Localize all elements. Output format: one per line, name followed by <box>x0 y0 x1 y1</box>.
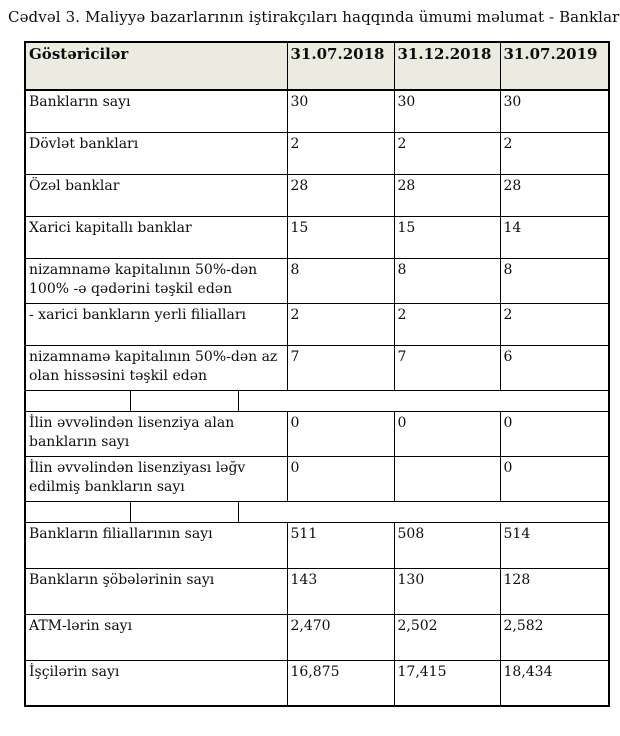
row-label: - xarici bankların yerli filialları <box>25 303 287 345</box>
table-row <box>25 90 609 132</box>
table-row <box>25 522 609 568</box>
cell-value: 2 <box>287 132 394 174</box>
header-row <box>25 42 609 90</box>
page-title: Cədvəl 3. Maliyyə bazarlarının iştirakçıları haqqında ümumi məlumat - Banklar <box>8 8 620 26</box>
cell-value: 30 <box>287 90 394 132</box>
cell-value: 28 <box>394 174 500 216</box>
row-label: Özəl banklar <box>25 174 287 216</box>
cell-value: 15 <box>394 216 500 258</box>
table-row <box>25 345 609 390</box>
cell-value: 514 <box>500 522 609 568</box>
cell-value: 28 <box>287 174 394 216</box>
cell-value: 2 <box>500 132 609 174</box>
row-label: Xarici kapitallı banklar <box>25 216 287 258</box>
cell-value: 2,582 <box>500 614 609 660</box>
cell-value: 2,470 <box>287 614 394 660</box>
row-label: Bankların şöbələrinin sayı <box>25 568 287 614</box>
row-label: İlin əvvəlindən lisenziya alan bankların sayı <box>25 411 287 456</box>
cell-value: 8 <box>394 258 500 303</box>
column-header-date-3: 31.07.2019 <box>500 42 609 90</box>
spacer-dividers <box>26 391 608 411</box>
cell-value: 8 <box>500 258 609 303</box>
spacer-row <box>25 390 609 411</box>
row-label: İlin əvvəlindən lisenziyası ləğv edilmiş bankların sayı <box>25 456 287 501</box>
cell-value: 14 <box>500 216 609 258</box>
cell-value: 0 <box>287 411 394 456</box>
table-row <box>25 174 609 216</box>
cell-value: 2 <box>287 303 394 345</box>
row-label: nizamnamə kapitalının 50%-dən az olan hissəsini təşkil edən <box>25 345 287 390</box>
table-row <box>25 216 609 258</box>
cell-value: 30 <box>500 90 609 132</box>
cell-value: 8 <box>287 258 394 303</box>
cell-value: 508 <box>394 522 500 568</box>
spacer-cell <box>25 390 609 411</box>
banks-table <box>24 41 610 707</box>
cell-value: 0 <box>394 411 500 456</box>
cell-value: 0 <box>500 411 609 456</box>
cell-value: 2 <box>394 303 500 345</box>
cell-value: 0 <box>287 456 394 501</box>
table-row <box>25 568 609 614</box>
cell-value: 128 <box>500 568 609 614</box>
cell-value: 28 <box>500 174 609 216</box>
table-row <box>25 660 609 706</box>
spacer-dividers <box>26 502 608 522</box>
cell-value: 7 <box>394 345 500 390</box>
cell-value <box>394 456 500 501</box>
cell-value: 7 <box>287 345 394 390</box>
cell-value: 2 <box>500 303 609 345</box>
row-label: nizamnamə kapitalının 50%-dən 100% -ə qədərini təşkil edən <box>25 258 287 303</box>
column-header-date-1: 31.07.2018 <box>287 42 394 90</box>
cell-value: 30 <box>394 90 500 132</box>
spacer-row <box>25 501 609 522</box>
cell-value: 6 <box>500 345 609 390</box>
row-label: İşçilərin sayı <box>25 660 287 706</box>
cell-value: 2 <box>394 132 500 174</box>
table-row <box>25 132 609 174</box>
cell-value: 511 <box>287 522 394 568</box>
column-header-date-2: 31.12.2018 <box>394 42 500 90</box>
row-label: Bankların filiallarının sayı <box>25 522 287 568</box>
cell-value: 16,875 <box>287 660 394 706</box>
table-row <box>25 411 609 456</box>
cell-value: 2,502 <box>394 614 500 660</box>
table-row <box>25 258 609 303</box>
spacer-cell <box>25 501 609 522</box>
cell-value: 130 <box>394 568 500 614</box>
cell-value: 143 <box>287 568 394 614</box>
cell-value: 18,434 <box>500 660 609 706</box>
row-label: Bankların sayı <box>25 90 287 132</box>
table-row <box>25 456 609 501</box>
cell-value: 17,415 <box>394 660 500 706</box>
row-label: Dövlət bankları <box>25 132 287 174</box>
table-row <box>25 303 609 345</box>
row-label: ATM-lərin sayı <box>25 614 287 660</box>
column-header-indicators: Göstəricilər <box>25 42 287 90</box>
cell-value: 0 <box>500 456 609 501</box>
table-row <box>25 614 609 660</box>
cell-value: 15 <box>287 216 394 258</box>
